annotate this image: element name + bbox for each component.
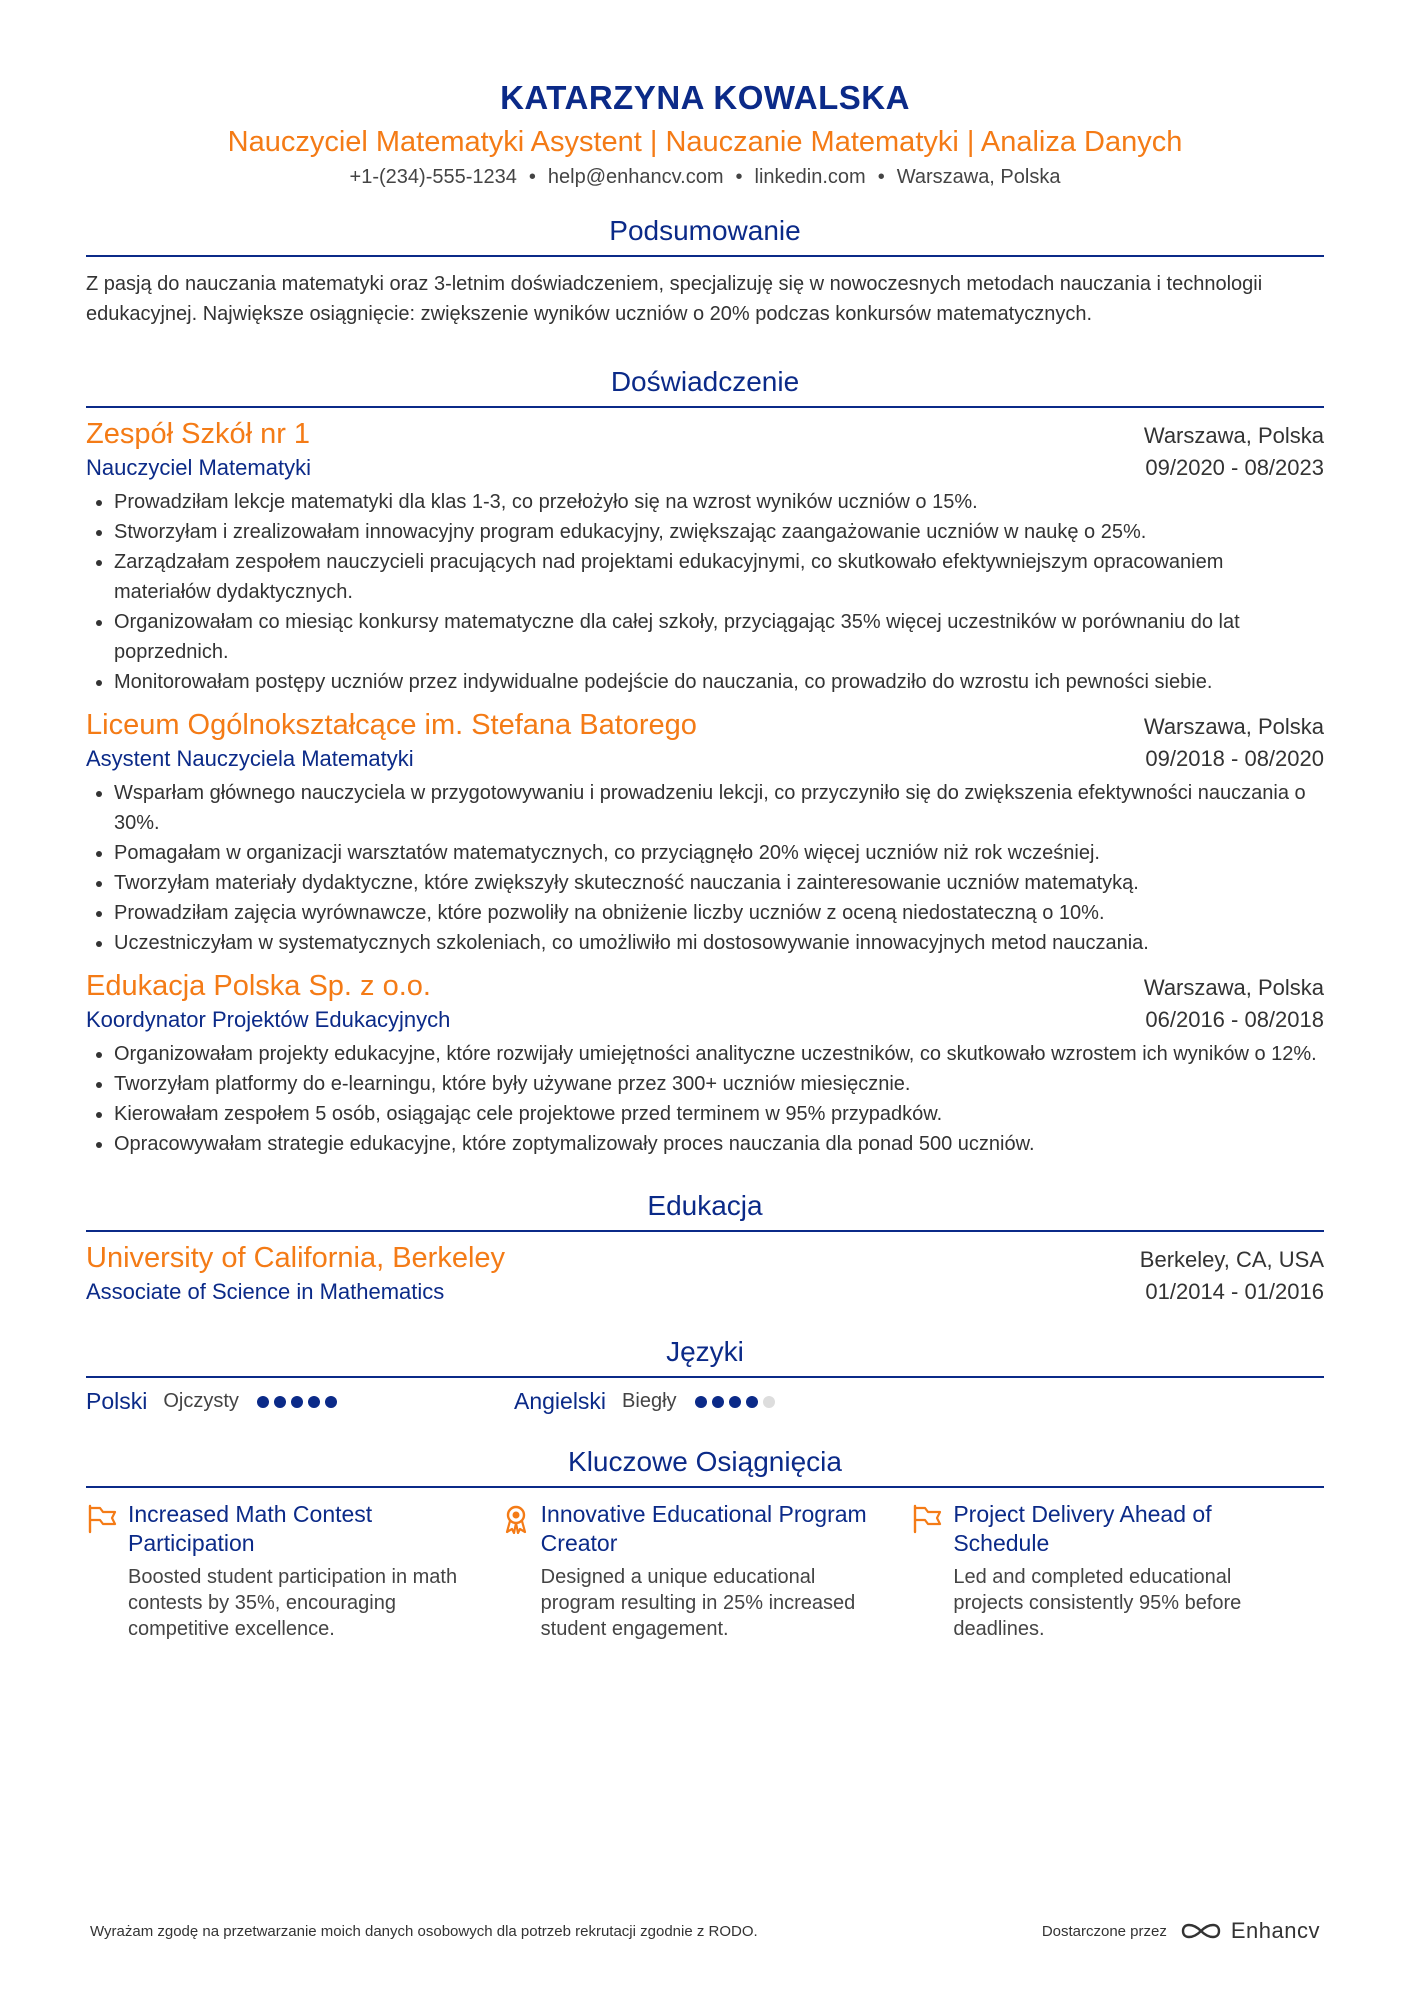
bullet-item: • Tworzyłam materiały dydaktyczne, które zwiększyły skuteczność nauczania i zainteresowanie uczniów matematyką. <box>114 868 1324 898</box>
flag-icon <box>911 1504 945 1534</box>
job-location: Warszawa, Polska <box>1143 423 1324 448</box>
school-name: University of California, Berkeley <box>86 1242 506 1274</box>
section-title-experience: Doświadczenie <box>86 365 1324 408</box>
bullet-item: • Tworzyłam platformy do e-learningu, które były używane przez 300+ uczniów miesięcznie. <box>114 1069 1324 1099</box>
achievements-row <box>86 1500 1324 1642</box>
flag-icon <box>86 1504 120 1534</box>
section-title-achievements: Kluczowe Osiągnięcia <box>86 1445 1324 1488</box>
bullet-item: • Uczestniczyłam w systematycznych szkoleniach, co umożliwiło mi dostosowywanie innowacyjnych metod nauczania. <box>114 928 1324 958</box>
entry-subheader-row <box>86 746 1324 772</box>
achievements-section <box>86 1445 1324 1642</box>
award-icon <box>499 1504 533 1534</box>
school-location: Berkeley, CA, USA <box>1139 1247 1324 1272</box>
job-dates: 09/2018 - 08/2020 <box>1145 746 1324 771</box>
company-name: Zespół Szkół nr 1 <box>86 418 311 450</box>
bullet-item: • Organizowałam co miesiąc konkursy matematyczne dla całej szkoły, przyciągając 35% więcej uczestników w porównaniu do lat poprzednich. <box>114 607 1324 667</box>
section-title-languages: Języki <box>86 1335 1324 1378</box>
education-subheader-row <box>86 1279 1324 1305</box>
achievement-desc: Boosted student participation in math contests by 35%, encouraging competitive excellence. <box>128 1566 458 1640</box>
languages-row <box>86 1388 1324 1415</box>
bullet-item: • Organizowałam projekty edukacyjne, które rozwijały umiejętności analityczne uczestników, co skutkowało wzrostem ich wyników o 12%. <box>114 1039 1324 1069</box>
linkedin-link[interactable]: linkedin.com <box>754 166 866 188</box>
language-item <box>514 1388 942 1415</box>
bullet-item: • Zarządzałam zespołem nauczycieli pracujących nad projektami edukacyjnymi, co skutkowało efektywniejszym opracowaniem materiałów dydaktycznych. <box>114 547 1324 607</box>
bullet-item: • Prowadziłam zajęcia wyrównawcze, które pozwoliły na obniżenie liczby uczniów z oceną niedostateczną o 10%. <box>114 898 1324 928</box>
job-dates: 09/2020 - 08/2023 <box>1145 455 1324 480</box>
experience-section <box>86 365 1324 1159</box>
language-item <box>86 1388 514 1415</box>
summary-text: Z pasją do nauczania matematyki oraz 3-letnim doświadczeniem, specjalizuję się w nowoczesnych metodach nauczania i technologii edukacyjnej. Największe osiągnięcie: zwiększenie wyników uczniów o 20% podczas konkursów matematycznych. <box>86 273 1263 325</box>
achievement-title: Project Delivery Ahead of Schedule <box>953 1501 1212 1556</box>
rating-dot-filled <box>746 1396 758 1408</box>
experience-entry <box>86 418 1324 697</box>
candidate-title: Nauczyciel Matematyki Asystent | Nauczanie Matematyki | Analiza Danych <box>227 126 1183 158</box>
experience-entry <box>86 709 1324 958</box>
education-header-row <box>86 1242 1324 1275</box>
achievement-item <box>911 1500 1324 1642</box>
job-location: Warszawa, Polska <box>1143 714 1324 739</box>
bullet-item: • Pomagałam w organizacji warsztatów matematycznych, co przyciągnęło 20% więcej uczniów niż rok wcześniej. <box>114 838 1324 868</box>
company-name: Liceum Ogólnokształcące im. Stefana Batorego <box>86 709 697 741</box>
degree: Associate of Science in Mathematics <box>86 1279 445 1304</box>
resume-header <box>86 0 1324 190</box>
contact-line <box>86 164 1324 190</box>
rating-dot-filled <box>695 1396 707 1408</box>
separator-dot: • <box>528 166 536 188</box>
bullet-item: • Prowadziłam lekcje matematyki dla klas 1-3, co przełożyło się na wzrost wyników uczniów o 15%. <box>114 487 1324 517</box>
location: Warszawa, Polska <box>896 166 1061 188</box>
language-level: Biegły <box>622 1390 677 1412</box>
separator-dot: • <box>877 166 885 188</box>
rating-dot-filled <box>274 1396 286 1408</box>
languages-section <box>86 1335 1324 1415</box>
experience-entry <box>86 970 1324 1159</box>
enhancv-logo-icon <box>1179 1919 1223 1943</box>
language-rating <box>695 1396 780 1408</box>
achievement-body <box>953 1500 1283 1642</box>
section-title-summary: Podsumowanie <box>86 214 1324 257</box>
resume-content <box>86 0 1324 1642</box>
job-location: Warszawa, Polska <box>1143 975 1324 1000</box>
entry-subheader-row <box>86 455 1324 481</box>
job-role: Nauczyciel Matematyki <box>86 455 311 480</box>
footer <box>90 1918 1320 1944</box>
language-name: Angielski <box>514 1388 607 1414</box>
job-dates: 06/2016 - 08/2018 <box>1145 1007 1324 1032</box>
achievement-desc: Led and completed educational projects consistently 95% before deadlines. <box>953 1566 1242 1640</box>
job-role: Koordynator Projektów Edukacyjnych <box>86 1007 451 1032</box>
bullet-list <box>86 487 1324 697</box>
entry-header-row <box>86 418 1324 451</box>
bullet-item: • Monitorowałam postępy uczniów przez indywidualne podejście do nauczania, co prowadziło do wzrostu ich pewności siebie. <box>114 667 1324 697</box>
bullet-list <box>86 1039 1324 1159</box>
rating-dot-filled <box>712 1396 724 1408</box>
achievement-item <box>86 1500 499 1642</box>
achievement-body <box>128 1500 458 1642</box>
rating-dot-filled <box>325 1396 337 1408</box>
language-level: Ojczysty <box>163 1390 239 1412</box>
brand-block <box>1042 1918 1320 1944</box>
bullet-list <box>86 778 1324 958</box>
education-section <box>86 1189 1324 1305</box>
entry-header-row <box>86 709 1324 742</box>
achievement-title: Increased Math Contest Participation <box>128 1501 373 1556</box>
powered-by-label: Dostarczone przez <box>1041 1922 1167 1940</box>
achievement-desc: Designed a unique educational program resulting in 25% increased student engagement. <box>540 1566 856 1640</box>
separator-dot: • <box>735 166 743 188</box>
achievement-item <box>499 1500 912 1642</box>
job-role: Asystent Nauczyciela Matematyki <box>86 746 414 771</box>
company-name: Edukacja Polska Sp. z o.o. <box>86 970 431 1002</box>
brand-name[interactable]: Enhancv <box>1230 1918 1320 1943</box>
email-link[interactable]: help@enhancv.com <box>547 166 724 188</box>
bullet-item: • Stworzyłam i zrealizowałam innowacyjny program edukacyjny, zwiększając zaangażowanie uczniów w naukę o 25%. <box>114 517 1324 547</box>
entry-subheader-row <box>86 1007 1324 1033</box>
rating-dot-filled <box>291 1396 303 1408</box>
bullet-item: • Opracowywałam strategie edukacyjne, które zoptymalizowały proces nauczania dla ponad 500 uczniów. <box>114 1129 1324 1159</box>
language-name: Polski <box>86 1388 148 1414</box>
section-title-education: Edukacja <box>86 1189 1324 1232</box>
rating-dot-filled <box>308 1396 320 1408</box>
rating-dot-filled <box>729 1396 741 1408</box>
education-dates: 01/2014 - 01/2016 <box>1145 1279 1324 1304</box>
rating-dot-filled <box>257 1396 269 1408</box>
bullet-item: • Kierowałam zespołem 5 osób, osiągając cele projektowe przed terminem w 95% przypadków. <box>114 1099 1324 1129</box>
language-rating <box>257 1396 342 1408</box>
summary-section <box>86 214 1324 329</box>
candidate-name: KATARZYNA KOWALSKA <box>500 79 910 116</box>
entry-header-row <box>86 970 1324 1003</box>
phone: +1-(234)-555-1234 <box>349 166 517 188</box>
achievement-title: Innovative Educational Program Creator <box>540 1501 867 1556</box>
rating-dot-empty <box>763 1396 775 1408</box>
consent-text: Wyrażam zgodę na przetwarzanie moich danych osobowych dla potrzeb rekrutacji zgodnie z RODO. <box>90 1922 758 1940</box>
achievement-body <box>541 1500 871 1642</box>
bullet-item: • Wsparłam głównego nauczyciela w przygotowywaniu i prowadzeniu lekcji, co przyczyniło się do zwiększenia efektywności nauczania o 30%. <box>114 778 1324 838</box>
